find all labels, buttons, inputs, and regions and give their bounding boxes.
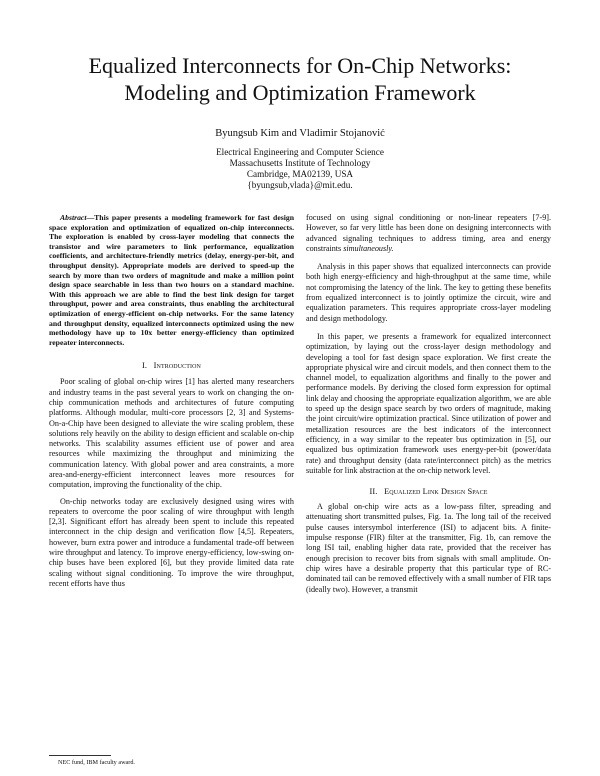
- intro-paragraph-1: Poor scaling of global on-chip wires [1] has alerted many researchers and industry teams in the past several years to work on changing the on-chip communication methods and architectures of future computing platforms. Although modular, multi-core processors [2, 3] and Systems-On-a-Chip have been designed to alleviate the wire scaling problem, these solutions rely heavily on the ability to design efficient and scalable on-chip networks. This scalability assumes efficient use of power and area resources while maximizing the throughput and minimizing the communication latency. With global power and area constraints, a more area-and-energy-efficient interconnect leaves more resources for computation, improving the functionality of the chip.: [49, 377, 294, 490]
- section-number: II.: [369, 487, 378, 497]
- footnote: NEC fund, IBM faculty award.: [58, 759, 135, 766]
- right-column: [306, 213, 551, 595]
- section-number: I.: [141, 361, 148, 371]
- right-paragraph-1-text: focused on using signal conditioning or non-linear repeaters [7-9]. However, so far very little has been done on designing interconnects with advanced signaling techniques to address timing, area and energy constraints: [306, 213, 551, 253]
- footnote-divider: [49, 755, 111, 756]
- left-column: [49, 213, 294, 589]
- affiliation-department: Electrical Engineering and Computer Science: [216, 147, 384, 157]
- right-paragraph-3: In this paper, we presents a framework for equalized interconnect optimization, by laying out the cross-layer design methodology and developing a tool for fast design space exploration. We first create the appropriate physical wire and circuit models, and then connect them to the channel model, to equalization algorithms and finally to the power and performance models. By deriving the closed form expression for optimal link delay and choosing the appropriate equalization algorithm, we are able to speed up the design space search by two orders of magnitude, making the joint circuit/wire optimization practical. Since utilization of power and metallization resources are the best indicators of the interconnect efficiency, in a way similar to the repeater bus optimization in [5], our equalized bus optimization framework uses energy-per-bit (power/data rate) and throughput density (data rate/interconnect pitch) as the metrics suitable for link abstraction at the on-chip network level.: [306, 331, 551, 475]
- affiliation-address: Cambridge, MA02139, USA: [246, 169, 354, 179]
- affiliation-block: [0, 147, 600, 191]
- right-paragraph-1-emphasis: simultaneously.: [343, 243, 394, 253]
- title-line-1: Equalized Interconnects for On-Chip Networks:: [88, 53, 512, 78]
- author-names: Byungsub Kim and Vladimir Stojanović: [215, 128, 385, 139]
- section2-paragraph-1: A global on-chip wire acts as a low-pass filter, spreading and attenuating short transmitted pulses, Fig. 1a. The long tail of the received pulse causes intersymbol interference (ISI) to adjacent bits. A finite-impulse response (FIR) filter at the transmitter, Fig. 1b, can remove the long ISI tail, enabling higher data rate, provided that the receiver has enough precision to recover bits from signals with small amplitude. On-chip wires have a desirable property that this particular type of RC-dominated tail can be removed effectively with a small number of FIR taps (ideally two). However, a transmit: [306, 502, 551, 594]
- paper-title: [40, 52, 560, 106]
- section-title: Introduction: [153, 361, 201, 371]
- right-paragraph-2: Analysis in this paper shows that equalized interconnects can provide both high energy-efficiency and high-throughput at the same time, while not compromising the latency of the link. The key to getting these benefits from equalized interconnect is to jointly optimize the circuit, wire and equalization parameters. This requires appropriate cross-layer modeling and design methodology.: [306, 262, 551, 323]
- affiliation-email: {byungsub,vlada}@mit.edu.: [247, 180, 353, 190]
- section-heading-introduction: [49, 361, 294, 370]
- abstract: [49, 213, 294, 347]
- section-heading-equalized-link: [306, 487, 551, 496]
- intro-paragraph-2: On-chip networks today are exclusively designed using wires with repeaters to overcome the poor scaling of wire throughput with length [2,3]. Significant effort has already been spent to include this repeated interconnect in the chip design and verification flow [4,5]. Repeaters, however, burn extra power and introduce a fundamental trade-off between wire throughput and latency. To improve energy-efficiency, low-swing on-chip buses have been explored [6], but they provide limited data rate scaling without signal conditioning. To improve the wire throughput, recent efforts have thus: [49, 496, 294, 588]
- right-paragraph-1: [306, 213, 551, 254]
- abstract-text: —This paper presents a modeling framework for fast design space exploration and optimization of equalized on-chip interconnects. The exploration is enabled by cross-layer modeling that connects the transistor and wire parameters to link performance, equalization coefficients, and architecture-friendly metrics (delay, energy-per-bit, and throughput density). Appropriate models are derived to speed-up the search by more than two orders of magnitude and make a million point design space searchable in less than two hours on a standard machine. With this approach we are able to find the best link design for target throughput, power and area constraints, thus enabling the architectural optimization of energy-efficient on-chip networks. For the same latency and throughput density, equalized interconnects optimized using the new methodology have up to 10x better energy-efficiency than optimized repeater interconnects.: [49, 213, 294, 347]
- section-title: Equalized Link Design Space: [384, 487, 488, 497]
- abstract-label: Abstract: [60, 213, 87, 222]
- affiliation-institute: Massachusetts Institute of Technology: [229, 158, 371, 168]
- title-line-2: Modeling and Optimization Framework: [124, 80, 476, 105]
